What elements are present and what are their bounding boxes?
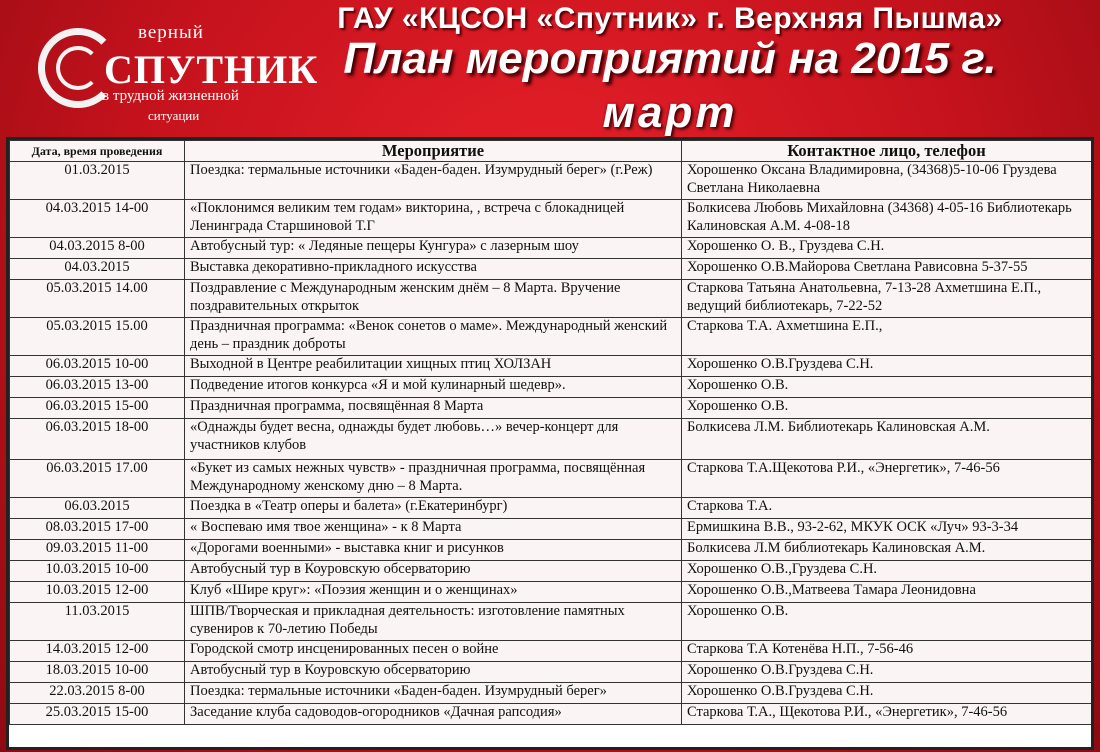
cell-date: 22.03.2015 8-00 (10, 683, 185, 704)
table-row (10, 238, 1092, 259)
cell-contact: Болкисева Л.М библиотекарь Калиновская А.М. (682, 540, 1092, 561)
logo-text-line1: верный (138, 22, 204, 43)
cell-contact: Старкова Т.А. Ахметшина Е.П., (682, 318, 1092, 356)
logo-text-line2: СПУТНИК (104, 47, 319, 92)
column-header-date: Дата, время проведения (10, 141, 185, 162)
cell-contact: Болкисева Л.М. Библиотекарь Калиновская А.М. (682, 419, 1092, 460)
cell-date: 11.03.2015 (10, 603, 185, 641)
cell-contact: Хорошенко О.В. (682, 398, 1092, 419)
cell-contact: Хорошенко О. В., Груздева С.Н. (682, 238, 1092, 259)
cell-event: «Букет из самых нежных чувств» - праздничная программа, посвящённая Международному женскому дню – 8 Марта. (185, 460, 682, 498)
table-row (10, 259, 1092, 280)
cell-date: 06.03.2015 13-00 (10, 377, 185, 398)
cell-event: Выходной в Центре реабилитации хищных птиц ХОЛЗАН (185, 356, 682, 377)
cell-event: Автобусный тур в Коуровскую обсерваторию (185, 662, 682, 683)
table-row (10, 162, 1092, 200)
cell-contact: Старкова Т.А. (682, 498, 1092, 519)
cell-date: 18.03.2015 10-00 (10, 662, 185, 683)
cell-event: Праздничная программа: «Венок сонетов о маме». Международный женский день – праздник доброты (185, 318, 682, 356)
cell-contact: Хорошенко О.В. (682, 377, 1092, 398)
cell-date: 05.03.2015 14.00 (10, 280, 185, 318)
table-row (10, 540, 1092, 561)
cell-date: 04.03.2015 (10, 259, 185, 280)
cell-date: 06.03.2015 18-00 (10, 419, 185, 460)
column-header-contact: Контактное лицо, телефон (682, 141, 1092, 162)
cell-event: « Воспеваю имя твое женщина» - к 8 Марта (185, 519, 682, 540)
table-row (10, 356, 1092, 377)
cell-event: Клуб «Шире круг»: «Поэзия женщин и о женщинах» (185, 582, 682, 603)
column-header-event: Мероприятие (185, 141, 682, 162)
cell-contact: Хорошенко О.В.Майорова Светлана Рависовна 5-37-55 (682, 259, 1092, 280)
cell-date: 08.03.2015 17-00 (10, 519, 185, 540)
plan-title: План мероприятий на 2015 г. (343, 34, 997, 83)
cell-contact: Старкова Татьяна Анатольевна, 7-13-28 Ахметшина Е.П., ведущий библиотекарь, 7-22-52 (682, 280, 1092, 318)
table-row (10, 603, 1092, 641)
cell-date: 01.03.2015 (10, 162, 185, 200)
cell-contact: Старкова Т.А., Щекотова Р.И., «Энергетик», 7-46-56 (682, 704, 1092, 725)
table-header-row (10, 141, 1092, 162)
cell-contact: Ермишкина В.В., 93-2-62, МКУК ОСК «Луч» 93-3-34 (682, 519, 1092, 540)
cell-event: «Однажды будет весна, однажды будет любовь…» вечер-концерт для участников клубов (185, 419, 682, 460)
table-row (10, 683, 1092, 704)
logo-text-line4: ситуации (148, 108, 200, 123)
table-row (10, 498, 1092, 519)
cell-date: 04.03.2015 8-00 (10, 238, 185, 259)
cell-event: Поездка: термальные источники «Баден-баден. Изумрудный берег» (185, 683, 682, 704)
cell-contact: Старкова Т.А Котенёва Н.П., 7-56-46 (682, 641, 1092, 662)
table-row (10, 280, 1092, 318)
cell-contact: Хорошенко О.В.,Матвеева Тамара Леонидовна (682, 582, 1092, 603)
cell-event: Поздравление с Международным женским днём – 8 Марта. Вручение поздравительных открыток (185, 280, 682, 318)
table-row (10, 641, 1092, 662)
cell-event: Подведение итогов конкурса «Я и мой кулинарный шедевр». (185, 377, 682, 398)
cell-contact: Старкова Т.А.Щекотова Р.И., «Энергетик», 7-46-56 (682, 460, 1092, 498)
org-title: ГАУ «КЦСОН «Спутник» г. Верхняя Пышма» (337, 2, 1003, 35)
table-row (10, 662, 1092, 683)
table-row (10, 704, 1092, 725)
cell-event: ШПВ/Творческая и прикладная деятельность: изготовление памятных сувениров к 70-летию Победы (185, 603, 682, 641)
table-row (10, 419, 1092, 460)
cell-date: 06.03.2015 17.00 (10, 460, 185, 498)
cell-date: 05.03.2015 15.00 (10, 318, 185, 356)
cell-date: 10.03.2015 12-00 (10, 582, 185, 603)
table-row (10, 200, 1092, 238)
cell-date: 06.03.2015 15-00 (10, 398, 185, 419)
table-row (10, 519, 1092, 540)
cell-date: 06.03.2015 10-00 (10, 356, 185, 377)
cell-contact: Хорошенко О.В.Груздева С.Н. (682, 683, 1092, 704)
month-title: март (602, 88, 738, 137)
cell-date: 10.03.2015 10-00 (10, 561, 185, 582)
cell-date: 25.03.2015 15-00 (10, 704, 185, 725)
events-table-container (6, 137, 1094, 750)
cell-event: Автобусный тур в Коуровскую обсерваторию (185, 561, 682, 582)
table-row (10, 582, 1092, 603)
table-body (10, 162, 1092, 725)
cell-date: 09.03.2015 11-00 (10, 540, 185, 561)
logo (30, 8, 319, 126)
cell-event: «Дорогами военными» - выставка книг и рисунков (185, 540, 682, 561)
cell-event: Выставка декоративно-прикладного искусства (185, 259, 682, 280)
table-row (10, 460, 1092, 498)
events-table (9, 140, 1092, 725)
cell-contact: Хорошенко О.В.,Груздева С.Н. (682, 561, 1092, 582)
cell-event: Поездка: термальные источники «Баден-баден. Изумрудный берег» (г.Реж) (185, 162, 682, 200)
cell-date: 04.03.2015 14-00 (10, 200, 185, 238)
cell-contact: Хорошенко О.В.Груздева С.Н. (682, 356, 1092, 377)
logo-text-line3: в трудной жизненной (102, 88, 239, 104)
table-row (10, 398, 1092, 419)
table-row (10, 318, 1092, 356)
table-row (10, 377, 1092, 398)
cell-contact: Хорошенко Оксана Владимировна, (34368)5-10-06 Груздева Светлана Николаевна (682, 162, 1092, 200)
cell-contact: Хорошенко О.В.Груздева С.Н. (682, 662, 1092, 683)
cell-event: Заседание клуба садоводов-огородников «Дачная рапсодия» (185, 704, 682, 725)
cell-event: Праздничная программа, посвящённая 8 Марта (185, 398, 682, 419)
cell-event: Поездка в «Театр оперы и балета» (г.Екатеринбург) (185, 498, 682, 519)
cell-event: «Поклонимся великим тем годам» викторина, , встреча с блокадницей Ленинграда Старшиновой Т.Г (185, 200, 682, 238)
table-row (10, 561, 1092, 582)
cell-date: 06.03.2015 (10, 498, 185, 519)
cell-contact: Хорошенко О.В. (682, 603, 1092, 641)
cell-event: Городской смотр инсценированных песен о войне (185, 641, 682, 662)
cell-event: Автобусный тур: « Ледяные пещеры Кунгура» с лазерным шоу (185, 238, 682, 259)
cell-date: 14.03.2015 12-00 (10, 641, 185, 662)
logo-inner-ring-icon (56, 46, 100, 90)
cell-contact: Болкисева Любовь Михайловна (34368) 4-05-16 Библиотекарь Калиновская А.М. 4-08-18 (682, 200, 1092, 238)
